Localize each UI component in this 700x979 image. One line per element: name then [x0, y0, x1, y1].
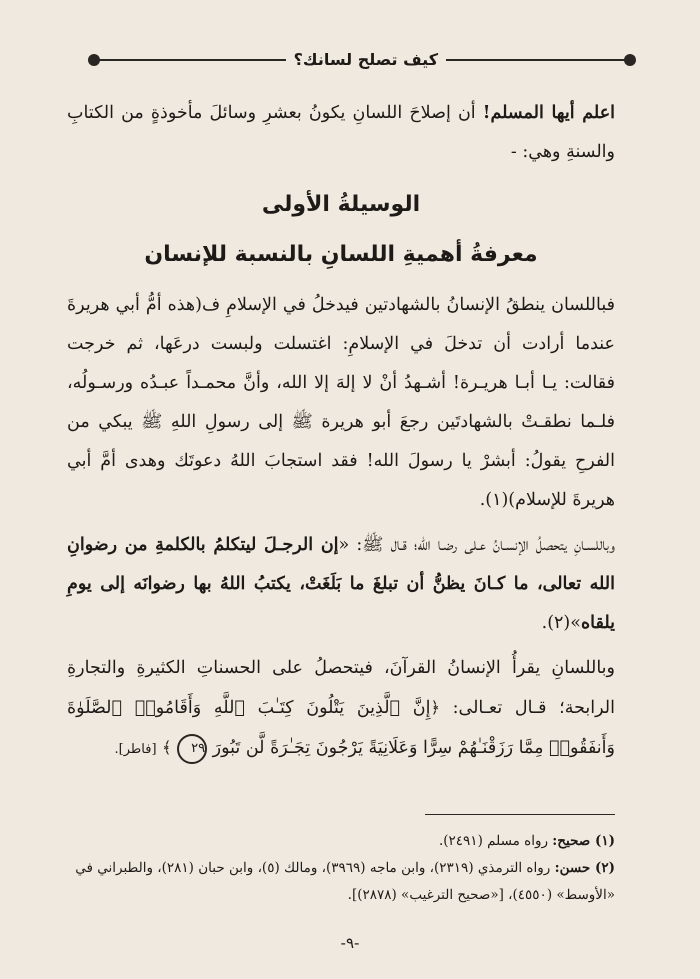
paragraph-hadith: [67, 526, 615, 643]
footnote-2-text: رواه الترمذي (٢٣١٩)، وابن ماجه (٣٩٦٩)، ومالك (٥)، وابن حبان (٢٨١)، والطبراني في «الأوسط» (٤٥٥٠)، [«صحيح الترغيب» (٢٨٧٨)].: [75, 860, 615, 903]
ayah-text: إِنَّ ٱلَّذِينَ يَتْلُونَ كِتَـٰبَ ٱللَّهِ وَأَقَامُوا۟ ٱلصَّلَوٰةَ وَأَنفَقُوا۟ مِمَّا رَزَقْنَـٰهُمْ سِرًّا وَعَلَانِيَةً يَرْجُونَ تِجَـٰرَةً لَّن تَبُورَ: [67, 698, 615, 758]
running-header: [88, 46, 636, 74]
intro-lead: اعلم أيها المسلم!: [482, 103, 616, 123]
hadith-end: »(٢).: [541, 613, 581, 633]
ayah-source: [فاطر].: [114, 742, 157, 757]
section-subheading: معرفةُ أهميةِ اللسانِ بالنسبة للإنسان: [144, 242, 538, 267]
page-number: -٩-: [340, 934, 360, 952]
page-body: [67, 94, 615, 769]
ayah-number-marker: ٢٩: [177, 734, 207, 764]
header-dot-right: [624, 54, 636, 66]
header-dot-left: [88, 54, 100, 66]
quran-intro: وباللسانِ يقرأُ الإنسانُ القرآنَ، فيتحصلُ على الحسناتِ الكثيرةِ والتجارةِ الرابحة؛ قـال تعـالى:: [67, 658, 616, 718]
footnotes: [67, 828, 615, 909]
ayah-open-bracket: ﴿: [430, 698, 440, 717]
section-heading: الوسيلةُ الأولى: [261, 192, 421, 217]
footnote-separator: [425, 814, 615, 815]
hadith-text: إن الرجـلَ ليتكلمُ بالكلمةِ من رضوانِ الله تعالى، ما كـانَ يظنُّ أن تبلغَ ما بَلَغَتْ، يكتبُ اللهُ بها رضوانَه إلى يومِ يلقاه: [67, 535, 615, 633]
intro-paragraph: [67, 94, 615, 172]
intro-text: أن إصلاحَ اللسانِ يكونُ بعشرِ وسائلَ مأخوذةٍ من الكتابِ والسنةِ وهي: -: [67, 103, 615, 162]
footnote-2-label: (٢) حسن:: [554, 860, 615, 876]
footnote-2: [67, 855, 615, 909]
paragraph-shahada: فباللسان ينطقُ الإنسانُ بالشهادتين فيدخلُ في الإسلامِ ف(هذه أمُّ أبي هريرةَ عندما أرادت أن تدخلَ في الإسلامِ: اغتسلت ولبست درعَها، ثم خرجت فقالت: يـا أبـا هريـرة! أشـهدُ أنْ لا إلهَ إلا الله، وأنَّ محمـداً عبـدُه ورسـولُه، فلـما نطقـتْ بالشهادتَين رجعَ أبو هريرة ﷺ إلى رسولِ اللهِ ﷺ يبكي من الفرحِ يقولُ: أبشرْ يا رسولَ الله! فقد استجابَ اللهُ دعوتَك وهدى أمَّ أبي هريرةَ للإسلام)(١).: [67, 295, 615, 510]
footnote-1: [67, 828, 615, 855]
paragraph-quran: [67, 649, 615, 769]
ayah-close-bracket: ﴾: [162, 738, 172, 757]
footnote-1-text: رواه مسلم (٢٤٩١).: [438, 833, 553, 849]
hadith-intro: وباللسـانِ يتحصلُ الإنسـانُ عـلى رضـا الله؛ قـال ﷺ: «: [338, 535, 615, 555]
footnote-1-label: (١) صحيح:: [552, 833, 615, 849]
header-title: كيف تصلح لسانك؟: [286, 46, 446, 74]
